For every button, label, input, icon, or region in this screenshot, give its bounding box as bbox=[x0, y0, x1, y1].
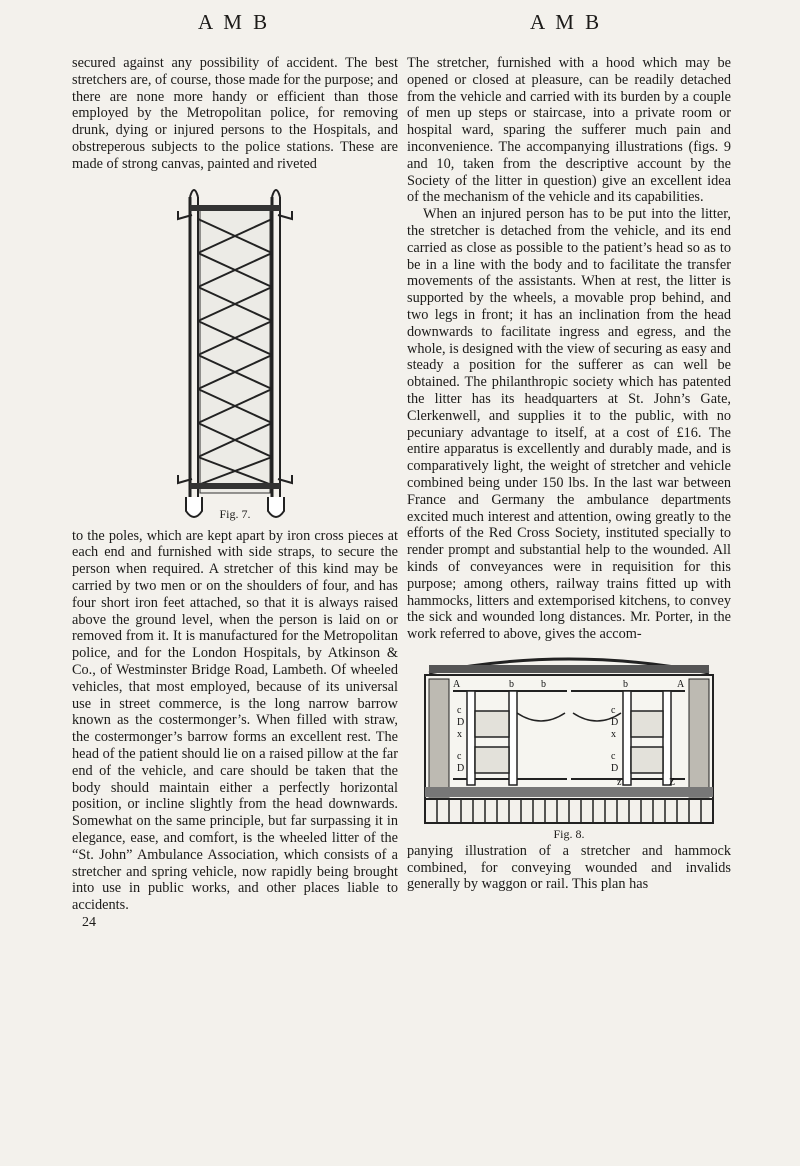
label-D-2: D bbox=[457, 762, 465, 774]
label-D-3: D bbox=[611, 716, 619, 728]
label-A-right: A bbox=[677, 678, 685, 690]
left-column bbox=[72, 55, 398, 932]
right-paragraph-2: When an injured person has to be put into the litter, the stretcher is detached from the vehicle, and its end carried as close as possible to the patient’s head so as to be in a line with the body and to facilitate the transfer movements of the assistants. When at rest, the litter is supported by the wheels, a movable prop behind, and two legs in front; it has an inclination from the head downwards to facilitate ingress and egress, and the whole, is designed with the view of securing as easy and steady a position for the sufferer as can well be obtained. The philanthropic society which has patented the litter has its headquarters at St. John’s Gate, Clerkenwell, and supplies it to the public, with no pecuniary advantage to itself, at a cost of £16. The entire apparatus is excellently and durably made, and is comparatively light, the weight of stretcher and vehicle combined being under 150 lbs. In the last war between France and Germany the ambulance departments excited much interest and attention, owing greatly to the efforts of the Red Cross Society, instituted specially to render prompt and substantial help to the wounded. All kinds of conveyances were in requisition for this purpose; among others, railway trains fitted up with hammocks, litters and extemporised kitchens, to convey the sick and wounded long distances. Mr. Porter, in the work referred to above, gives the accom- bbox=[407, 206, 731, 643]
label-c-2: c bbox=[457, 750, 462, 762]
label-x-2: x bbox=[611, 728, 616, 740]
right-paragraph-3: panying illustration of a stretcher and hammock combined, for conveying wounded and invalids generally by waggon or rail. This plan has bbox=[407, 842, 731, 893]
figure-7-stretcher bbox=[72, 179, 398, 524]
label-c-1: c bbox=[457, 704, 462, 716]
figure-7-caption: Fig. 7. bbox=[219, 506, 251, 521]
label-x-1: x bbox=[457, 728, 462, 740]
label-A-left: A bbox=[453, 678, 461, 690]
figure-8-hammock-stretcher bbox=[407, 651, 731, 841]
left-paragraph-2: to the poles, which are kept apart by iron cross pieces at each end and furnished with side straps, to secure the person when required. A stretcher of this kind may be carried by two men or on the shoulders of four, and has four short iron feet attached, so that it is always raised above the ground level, when the person is laid on or removed from it. It is manufactured for the Metropolitan police, and for the London Hospitals, by Atkinson & Co., of Westminster Bridge Road, Lambeth. Of wheeled vehicles, that most employed, because of its universal use in street commerce, is the long narrow barrow known as the costermonger’s. When filled with straw, the costermonger’s barrow forms an excellent rest. The head of the patient should lie on a raised pillow at the far end of the vehicle, and care should be taken that the body should maintain either a perfectly horizontal position, or incline slightly from the head downwards. Somewhat on the same principle, but far surpassing it in elegance, ease, and comfort, is the wheeled litter of the “St. John” Ambulance Association, which consists of a stretcher and spring vehicle, now rapidly being brought into use in public works, and other places liable to accidents. bbox=[72, 527, 398, 914]
label-b-1: b bbox=[509, 678, 514, 690]
label-D-4: D bbox=[611, 762, 619, 774]
label-c-3: c bbox=[611, 704, 616, 716]
running-header bbox=[0, 10, 800, 42]
stretcher-illustration bbox=[72, 179, 398, 524]
right-column bbox=[407, 55, 731, 893]
label-b-3: b bbox=[623, 678, 628, 690]
wagon-interior-illustration bbox=[407, 651, 731, 829]
label-Z: Z bbox=[669, 776, 676, 788]
label-b-2: b bbox=[541, 678, 546, 690]
page-number: 24 bbox=[82, 914, 96, 930]
left-paragraph-1: secured against any possibility of accident. The best stretchers are, of course, those made for the purpose; and there are none more handy or efficient than those employed by the Metropolitan police, for removing drunk, dying or injured persons to the Hospitals, and obstreperous subjects to the police stations. These are made of strong canvas, painted and riveted bbox=[72, 55, 398, 172]
header-right: A M B bbox=[530, 10, 603, 34]
figure-8-caption: Fig. 8. bbox=[553, 826, 585, 841]
header-left: A M B bbox=[198, 10, 271, 34]
label-c-4: c bbox=[611, 750, 616, 762]
label-z: z bbox=[617, 776, 622, 788]
label-D-1: D bbox=[457, 716, 465, 728]
right-paragraph-1: The stretcher, furnished with a hood which may be opened or closed at pleasure, can be readily detached from the vehicle and carried with its burden by a couple of men up steps or staircase, into a private room or hospital ward, sparing the sufferer much pain and inconvenience. The accompanying illustrations (figs. 9 and 10, taken from the descriptive account by the Society of the litter in question) give an excellent idea of the mechanism of the vehicle and its capabilities. bbox=[407, 55, 731, 206]
